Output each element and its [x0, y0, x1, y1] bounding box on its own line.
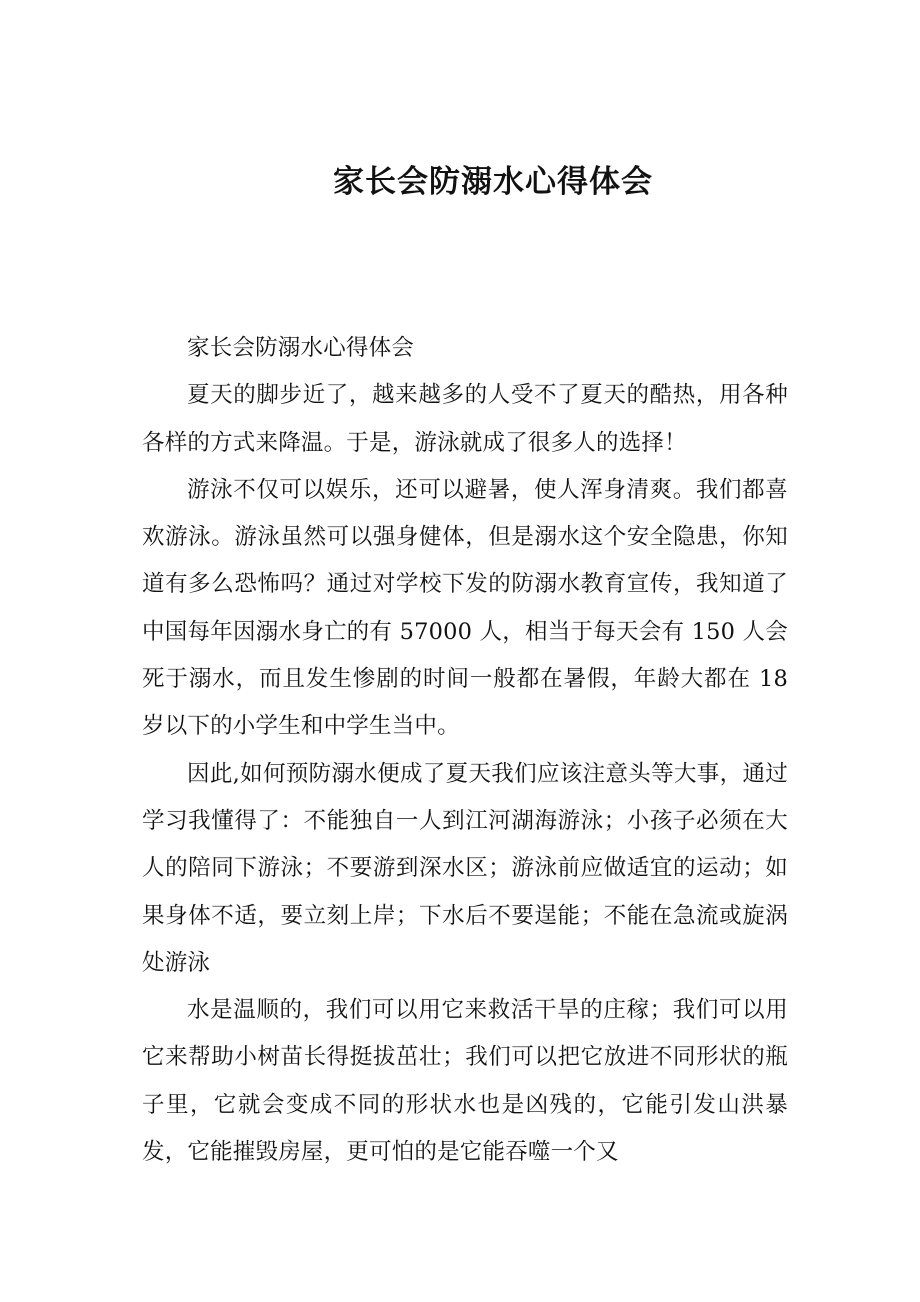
- paragraph-summer-intro: 夏天的脚步近了，越来越多的人受不了夏天的酷热，用各种各样的方式来降温。于是，游泳就成了很多人的选择！: [142, 382, 788, 456]
- document-title: 家长会防溺水心得体会: [333, 164, 653, 200]
- paragraph-swimming-danger: 游泳不仅可以娱乐，还可以避暑，使人浑身清爽。我们都喜欢游泳。游泳虽然可以强身健体，但是溺水这个安全隐患，你知道有多么恐怖吗？通过对学校下发的防溺水教育宣传，我知道了中国每年因溺水身亡的有 57000 人，相当于每天会有 150 人会死于溺水，而且发生惨剧的时间一般都在暑假，年龄大都在 18 岁以下的小学生和中学生当中。: [142, 476, 788, 740]
- document-body: [142, 325, 788, 1176]
- paragraph-subtitle: 家长会防溺水心得体会: [187, 335, 415, 361]
- paragraph-prevention-rules: 因此,如何预防溺水便成了夏天我们应该注意头等大事，通过学习我懂得了：不能独自一人到江河湖海游泳；小孩子必须在大人的陪同下游泳；不要游到深水区；游泳前应做适宜的运动；如果身体不适，要立刻上岸；下水后不要逞能；不能在急流或旋涡处游泳: [142, 760, 788, 976]
- paragraph-water-nature: 水是温顺的，我们可以用它来救活干旱的庄稼；我们可以用它来帮助小树苗长得挺拔茁壮；我们可以把它放进不同形状的瓶子里，它就会变成不同的形状水也是凶残的，它能引发山洪暴发，它能摧毁房屋，更可怕的是它能吞噬一个又: [142, 997, 788, 1166]
